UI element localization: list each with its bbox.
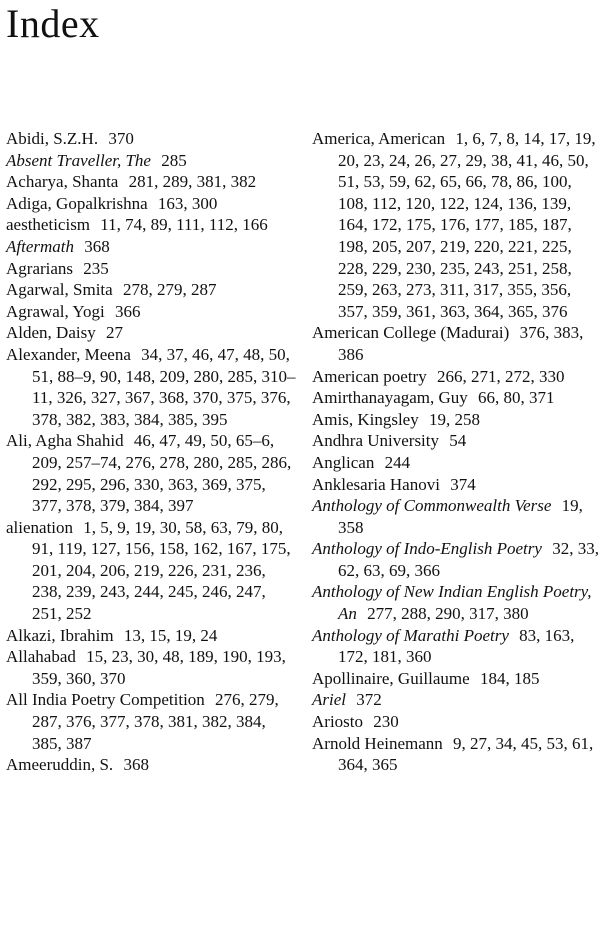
index-term: Amis, Kingsley	[312, 409, 419, 429]
index-page-numbers: 32, 33, 62, 63, 69, 366	[338, 539, 599, 580]
index-page-numbers: 66, 80, 371	[478, 388, 555, 408]
index-page-numbers: 83, 163, 172, 181, 360	[338, 625, 575, 667]
index-page-numbers: 370	[108, 129, 134, 148]
index-term: Andhra University	[312, 431, 440, 451]
index-term: Ariosto	[312, 712, 363, 732]
index-column-right	[312, 128, 600, 776]
index-page-numbers: 34, 37, 46, 47, 48, 50, 51, 88–9, 90, 148, 209, 280, 285, 310–11, 326, 327, 367, 368, 370, 375, 376, 378, 382, 383, 384, 385, 395	[32, 344, 296, 429]
index-term: Agrawal, Yogi	[6, 301, 105, 321]
index-term: American College (Madurai)	[312, 323, 510, 343]
index-page-numbers: 13, 15, 19, 24	[123, 625, 218, 645]
index-page-numbers: 46, 47, 49, 50, 65–6, 209, 257–74, 276, 278, 280, 285, 286, 292, 295, 296, 330, 363, 369, 375, 377, 378, 379, 384, 397	[32, 431, 292, 516]
index-term: alienation	[6, 517, 74, 537]
index-page-numbers: 19, 258	[428, 409, 480, 429]
index-term: Anthology of New Indian English Poetry, An	[312, 582, 592, 624]
index-term: Ali, Agha Shahid	[6, 431, 124, 451]
index-entry	[312, 474, 600, 496]
index-entry	[6, 689, 296, 754]
index-page-numbers: 9, 27, 34, 45, 53, 61, 364, 365	[338, 733, 594, 775]
index-entry	[6, 646, 296, 689]
index-term: Aftermath	[6, 236, 74, 256]
index-page-numbers: 230	[373, 712, 399, 732]
index-term: Allahabad	[6, 647, 76, 667]
index-term: Agrarians	[6, 258, 74, 278]
index-page-numbers: 235	[83, 258, 109, 278]
index-entry	[312, 538, 600, 581]
index-page-numbers: 368	[84, 236, 110, 256]
index-entry	[6, 150, 296, 172]
index-entry	[312, 668, 600, 690]
index-page-numbers: 11, 74, 89, 111, 112, 166	[100, 215, 268, 235]
index-entry	[6, 322, 296, 344]
index-entry	[312, 409, 600, 431]
index-page-numbers: 278, 279, 287	[122, 280, 217, 300]
index-term: All India Poetry Competition	[6, 690, 205, 710]
index-term: Anthology of Commonwealth Verse	[312, 496, 552, 516]
index-page-numbers: 276, 279, 287, 376, 377, 378, 381, 382, 384, 385, 387	[32, 690, 279, 753]
index-entry	[6, 344, 296, 430]
index-term: Anklesaria Hanovi	[312, 474, 440, 494]
index-entry	[6, 214, 296, 236]
index-page-numbers: 368	[123, 755, 149, 775]
index-entry	[312, 581, 600, 624]
index-term: Anglican	[312, 452, 375, 472]
index-term: American poetry	[312, 366, 427, 386]
index-entry	[6, 625, 296, 647]
page-title: Index	[6, 1, 100, 46]
index-entry	[312, 366, 600, 388]
index-page-numbers: 376, 383, 386	[338, 323, 584, 364]
index-page-numbers: 374	[450, 474, 476, 494]
index-term: Anthology of Indo-English Poetry	[312, 539, 542, 559]
index-term: Alden, Daisy	[6, 323, 96, 343]
index-term: Alexander, Meena	[6, 344, 131, 364]
index-term: Acharya, Shanta	[6, 172, 119, 192]
index-page-numbers: 163, 300	[157, 193, 218, 213]
index-page-numbers: 285	[161, 150, 187, 170]
index-term: aestheticism	[6, 215, 91, 235]
index-entry	[6, 517, 296, 625]
index-entry	[312, 711, 600, 733]
index-page-numbers: 277, 288, 290, 317, 380	[367, 604, 529, 624]
index-entry	[6, 430, 296, 516]
index-term: Adiga, Gopalkrishna	[6, 193, 148, 213]
index-term: Agarwal, Smita	[6, 280, 113, 300]
index-term: Abidi, S.Z.H.	[6, 129, 99, 148]
index-entry	[312, 387, 600, 409]
index-entry	[312, 733, 600, 776]
index-term: Absent Traveller, The	[6, 150, 151, 170]
index-page-numbers: 1, 6, 7, 8, 14, 17, 19, 20, 23, 24, 26, 27, 29, 38, 41, 46, 50, 51, 53, 59, 62, 65, 66, 78, 86, 100, 108, 112, 120, 122, 124, 136, 139, 164, 172, 175, 176, 177, 185, 187, 198, 205, 207, 219, 220, 221, 225, 228, 229, 230, 235, 243, 251, 258, 259, 263, 273, 311, 317, 355, 356, 357, 359, 361, 363, 364, 365, 376	[338, 129, 596, 321]
index-entry	[312, 625, 600, 668]
index-entry	[312, 689, 600, 711]
index-entry	[312, 322, 600, 365]
index-page-numbers: 372	[356, 690, 382, 710]
index-entry	[312, 495, 600, 538]
index-page-numbers: 27	[105, 323, 123, 343]
index-term: America, American	[312, 129, 446, 148]
index-page-numbers: 19, 358	[338, 496, 583, 537]
index-term: Apollinaire, Guillaume	[312, 668, 470, 688]
index-entry	[6, 301, 296, 323]
index-column-left	[6, 128, 296, 776]
index-entry	[6, 236, 296, 258]
index-term: Alkazi, Ibrahim	[6, 625, 114, 645]
index-term: Anthology of Marathi Poetry	[312, 625, 509, 645]
index-entry	[312, 430, 600, 452]
index-entry	[6, 258, 296, 280]
index-page-numbers: 244	[384, 452, 411, 472]
index-entry	[312, 452, 600, 474]
index-entry	[6, 193, 296, 215]
index-term: Ameeruddin, S.	[6, 755, 114, 775]
index-page-numbers: 15, 23, 30, 48, 189, 190, 193, 359, 360, 370	[32, 647, 286, 688]
index-page-numbers: 266, 271, 272, 330	[436, 366, 565, 386]
index-page-numbers: 184, 185	[479, 668, 540, 688]
index-entry	[6, 754, 296, 776]
index-page-numbers: 366	[114, 301, 141, 321]
index-page-numbers: 54	[449, 431, 467, 451]
index-page-numbers: 281, 289, 381, 382	[128, 172, 257, 192]
index-page-numbers: 1, 5, 9, 19, 30, 58, 63, 79, 80, 91, 119, 127, 156, 158, 162, 167, 175, 201, 204, 206, 219, 226, 231, 236, 238, 239, 243, 244, 245, 246, 247, 251, 252	[32, 517, 291, 624]
index-term: Amirthanayagam, Guy	[312, 388, 468, 408]
index-entry	[312, 128, 600, 322]
index-entry	[6, 128, 296, 150]
index-term: Ariel	[312, 690, 346, 710]
index-entry	[6, 279, 296, 301]
index-entry	[6, 171, 296, 193]
index-term: Arnold Heinemann	[312, 733, 443, 753]
